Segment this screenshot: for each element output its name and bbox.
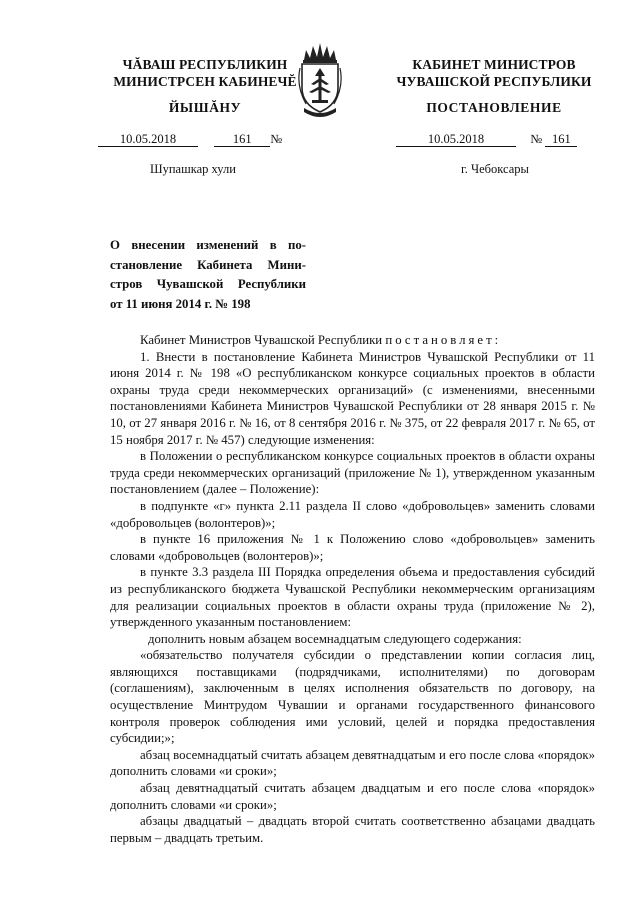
right-header-line2: ЧУВАШСКОЙ РЕСПУБЛИКИ — [396, 74, 592, 89]
body-paragraph: 1. Внести в постановление Кабинета Министров Чувашской Республики от 11 июня 2014 г. № 198 «О республиканском конкурсе социальных проектов в области охраны труда среди некоммерческих организаций» (с изменениями, внесенными постановлениями Кабинета Министров Чувашской Республики от 28 января 2015 г. № 10, от 27 января 2016 г. № 16, от 8 сентября 2016 г. № 375, от 22 февраля 2017 г. № 65, от 15 ноября 2017 г. № 457) следующие изменения: — [110, 349, 595, 447]
intro-lead: Кабинет Министров Чувашской Республики — [140, 333, 383, 347]
left-number: 161 — [214, 132, 270, 147]
subject-line: стров Чувашской Республики — [110, 277, 306, 291]
right-city: г. Чебоксары — [461, 162, 529, 176]
body-paragraph: абзацы двадцатый – двадцать второй считать соответственно абзацами двадцать первым – двадцать третьим. — [110, 814, 595, 845]
body-paragraph: в пункте 3.3 раздела III Порядка определения объема и предоставления субсидий из республиканского бюджета Чувашской Республики некоммерческим организациям для реализации социальных проектов в области охраны труда (приложение № 2), утвержденного указанным постановлением: — [110, 565, 595, 630]
body-paragraph: в подпункте «г» пункта 2.11 раздела II слово «добровольцев» заменить словами «добровольцев (волонтеров)»; — [110, 498, 595, 530]
body-paragraph: абзац девятнадцатый считать абзацем двадцатым и его после слова «порядок» дополнить словами «и сроки»; — [110, 781, 595, 812]
right-date: 10.05.2018 — [396, 132, 516, 147]
left-header-line1: ЧĂВАШ РЕСПУБЛИКИН — [122, 57, 288, 72]
body-paragraph: «обязательство получателя субсидии о представлении копии согласия лиц, являющихся поставщиками (подрядчиками, исполнителями) по договорам (соглашениям), заключенным в целях исполнения обязательств по договору, на осуществление Минтрудом Чувашии и органами государственного финансового контроля проверок соблюдения ими условий, целей и порядка предоставления субсидии;»; — [110, 648, 595, 746]
subject-line: О внесении изменений в по- — [110, 238, 306, 252]
coat-of-arms-emblem — [296, 38, 344, 118]
left-header-line2: МИНИСТРСЕН КАБИНЕЧĔ — [113, 74, 297, 89]
intro-paragraph — [110, 332, 595, 349]
body-paragraph: дополнить новым абзацем восемнадцатым следующего содержания: — [148, 631, 522, 646]
body-paragraph: в Положении о республиканском конкурсе социальных проектов в области охраны труда среди некоммерческих организаций (приложение № 1), утвержденном указанным постановлением (далее – Положение): — [110, 449, 595, 497]
intro-verb: постановляет: — [385, 333, 502, 347]
left-city: Шупашкар хули — [150, 162, 236, 176]
right-number-sign: № — [530, 132, 543, 146]
emblem-icon — [296, 38, 344, 118]
subject-line: становление Кабинета Мини- — [110, 257, 306, 272]
body-paragraph: абзац восемнадцатый считать абзацем девятнадцатым и его после слова «порядок» дополнить словами «и сроки»; — [110, 747, 595, 779]
left-doc-type: ЙЫШĂНУ — [168, 100, 242, 115]
left-number-line — [98, 132, 282, 147]
left-number-sign: № — [270, 132, 283, 146]
subject-line: от 11 июня 2014 г. № 198 — [110, 296, 251, 311]
right-header-org — [384, 56, 604, 90]
body-paragraph: в пункте 16 приложения № 1 к Положению слово «добровольцев» заменить словами «добровольцев (волонтеров)»; — [110, 532, 595, 563]
right-header-line1: КАБИНЕТ МИНИСТРОВ — [412, 57, 576, 72]
right-number: 161 — [545, 132, 577, 147]
document-subject — [110, 236, 306, 314]
document-body — [110, 332, 595, 846]
left-header-org — [100, 56, 310, 90]
right-number-line — [396, 132, 577, 147]
left-date: 10.05.2018 — [98, 132, 198, 147]
right-doc-type: ПОСТАНОВЛЕНИЕ — [426, 100, 562, 115]
